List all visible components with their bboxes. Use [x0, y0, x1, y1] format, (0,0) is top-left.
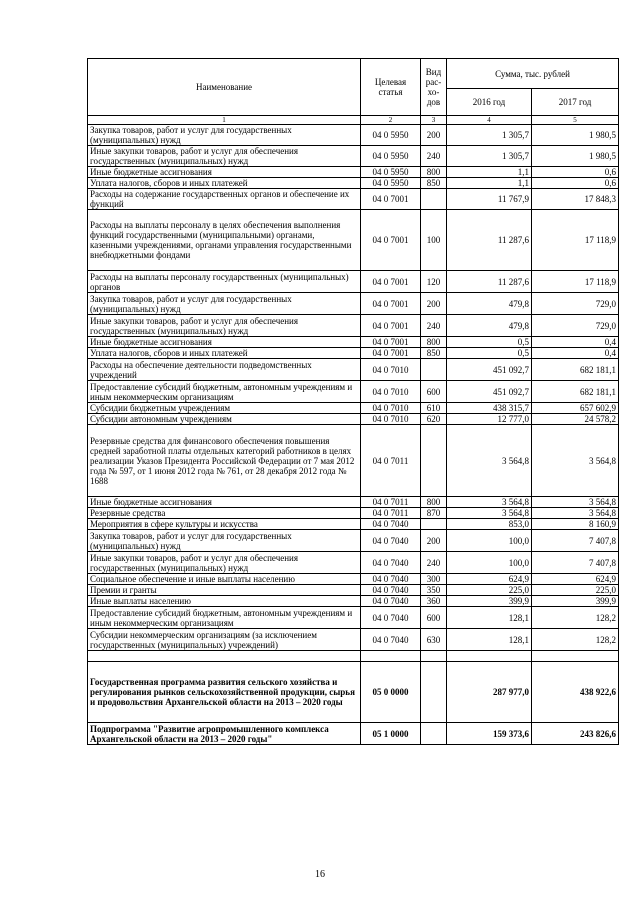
- row-name-cell: Субсидии бюджетным учреждениям: [88, 403, 361, 414]
- table-row: [88, 574, 619, 585]
- row-sum-2017-cell: 682 181,1: [532, 359, 619, 381]
- row-target-article-cell: 04 0 7011: [361, 508, 421, 519]
- page-number: 16: [315, 869, 325, 880]
- row-target-article-cell: 04 0 7010: [361, 359, 421, 381]
- row-sum-2016-cell: 100,0: [447, 552, 532, 574]
- header-year-2016: 2016 год: [447, 89, 532, 116]
- row-sum-2017-cell: 1 980,5: [532, 146, 619, 167]
- table-row: [88, 178, 619, 189]
- row-sum-2016-cell: 479,8: [447, 293, 532, 315]
- row-sum-2017-cell: 17 848,3: [532, 189, 619, 210]
- row-sum-2017-cell: 17 118,9: [532, 210, 619, 271]
- row-sum-2016-cell: 399,9: [447, 596, 532, 607]
- table-row: [88, 271, 619, 293]
- row-sum-2017-cell: 243 826,6: [532, 723, 619, 745]
- row-sum-2016-cell: 479,8: [447, 315, 532, 337]
- row-expense-kind-cell: 350: [421, 585, 447, 596]
- header-expense-kind: Вид рас-хо-дов: [421, 59, 447, 116]
- row-target-article-cell: 04 0 7011: [361, 425, 421, 497]
- row-target-article-cell: 04 0 7040: [361, 574, 421, 585]
- table-row: [88, 552, 619, 574]
- header-year-2017: 2017 год: [532, 89, 619, 116]
- row-expense-kind-cell: 240: [421, 146, 447, 167]
- row-expense-kind-cell: 800: [421, 497, 447, 508]
- row-name-cell: Премии и гранты: [88, 585, 361, 596]
- row-name-cell: Иные бюджетные ассигнования: [88, 167, 361, 178]
- row-sum-2016-cell: 287 977,0: [447, 662, 532, 723]
- row-target-article-cell: 04 0 7010: [361, 381, 421, 403]
- row-expense-kind-cell: 850: [421, 348, 447, 359]
- row-name-cell: Закупка товаров, работ и услуг для государственных (муниципальных) нужд: [88, 530, 361, 552]
- table-body: [88, 125, 619, 745]
- row-sum-2017-cell: 682 181,1: [532, 381, 619, 403]
- row-target-article-cell: 04 0 7011: [361, 497, 421, 508]
- row-expense-kind-cell: 870: [421, 508, 447, 519]
- row-target-article-cell: 04 0 5950: [361, 125, 421, 146]
- row-name-cell: Иные закупки товаров, работ и услуг для обеспечения государственных (муниципальных) нужд: [88, 552, 361, 574]
- row-target-article-cell: 04 0 7001: [361, 189, 421, 210]
- row-expense-kind-cell: 600: [421, 607, 447, 629]
- row-sum-2016-cell: 451 092,7: [447, 359, 532, 381]
- row-expense-kind-cell: [421, 651, 447, 662]
- row-sum-2017-cell: 3 564,8: [532, 497, 619, 508]
- row-expense-kind-cell: 800: [421, 167, 447, 178]
- row-target-article-cell: 04 0 7001: [361, 315, 421, 337]
- row-sum-2017-cell: 7 407,8: [532, 552, 619, 574]
- table-row: [88, 497, 619, 508]
- row-name-cell: Иные бюджетные ассигнования: [88, 337, 361, 348]
- table-row: [88, 596, 619, 607]
- index-cell: 1: [88, 116, 361, 125]
- row-expense-kind-cell: 240: [421, 315, 447, 337]
- table-row: [88, 723, 619, 745]
- row-sum-2017-cell: 17 118,9: [532, 271, 619, 293]
- row-target-article-cell: 04 0 7010: [361, 403, 421, 414]
- header-sum: Сумма, тыс. рублей: [447, 59, 619, 89]
- row-sum-2016-cell: 1 305,7: [447, 146, 532, 167]
- row-expense-kind-cell: 850: [421, 178, 447, 189]
- row-target-article-cell: 04 0 5950: [361, 146, 421, 167]
- header-target-article: Целевая статья: [361, 59, 421, 116]
- row-sum-2017-cell: 128,2: [532, 607, 619, 629]
- row-name-cell: Расходы на выплаты персоналу государственных (муниципальных) органов: [88, 271, 361, 293]
- row-expense-kind-cell: 600: [421, 381, 447, 403]
- header-name: Наименование: [88, 59, 361, 116]
- row-sum-2016-cell: 624,9: [447, 574, 532, 585]
- row-target-article-cell: 04 0 7040: [361, 596, 421, 607]
- row-sum-2016-cell: 12 777,0: [447, 414, 532, 425]
- row-sum-2016-cell: 3 564,8: [447, 497, 532, 508]
- row-target-article-cell: 04 0 7040: [361, 530, 421, 552]
- row-expense-kind-cell: 240: [421, 552, 447, 574]
- index-cell: 3: [421, 116, 447, 125]
- row-name-cell: Резервные средства: [88, 508, 361, 519]
- row-expense-kind-cell: [421, 189, 447, 210]
- row-sum-2017-cell: 0,4: [532, 337, 619, 348]
- table-row: [88, 508, 619, 519]
- row-sum-2016-cell: 128,1: [447, 629, 532, 651]
- index-cell: 5: [532, 116, 619, 125]
- row-expense-kind-cell: 620: [421, 414, 447, 425]
- row-sum-2016-cell: 100,0: [447, 530, 532, 552]
- row-target-article-cell: [361, 651, 421, 662]
- row-target-article-cell: 04 0 7001: [361, 348, 421, 359]
- row-target-article-cell: 04 0 7001: [361, 271, 421, 293]
- row-sum-2017-cell: 438 922,6: [532, 662, 619, 723]
- row-name-cell: Резервные средства для финансового обеспечения повышения средней заработной платы отдельных категорий работников в целях реализации Указов Президента Российской Федерации от 7 мая 2012 года № 597, от 1 июня 2012 года № 761, от 28 декабря 2012 года № 1688: [88, 425, 361, 497]
- row-expense-kind-cell: [421, 359, 447, 381]
- row-name-cell: Расходы на содержание государственных органов и обеспечение их функций: [88, 189, 361, 210]
- row-expense-kind-cell: 100: [421, 210, 447, 271]
- row-name-cell: Расходы на выплаты персоналу в целях обеспечения выполнения функций государственными (муниципальными) органами, казенными учреждениями, органами управления государственными внебюджетными фондами: [88, 210, 361, 271]
- row-name-cell: Уплата налогов, сборов и иных платежей: [88, 348, 361, 359]
- table-row: [88, 662, 619, 723]
- row-name-cell: Иные бюджетные ассигнования: [88, 497, 361, 508]
- row-sum-2016-cell: 853,0: [447, 519, 532, 530]
- table-row: [88, 359, 619, 381]
- row-name-cell: [88, 651, 361, 662]
- row-sum-2016-cell: [447, 651, 532, 662]
- row-sum-2017-cell: 0,4: [532, 348, 619, 359]
- table-row: [88, 315, 619, 337]
- table-row: [88, 607, 619, 629]
- table-row: [88, 585, 619, 596]
- table-row: [88, 348, 619, 359]
- row-expense-kind-cell: 610: [421, 403, 447, 414]
- row-name-cell: Мероприятия в сфере культуры и искусства: [88, 519, 361, 530]
- row-sum-2017-cell: 7 407,8: [532, 530, 619, 552]
- table-row: [88, 146, 619, 167]
- row-sum-2017-cell: 225,0: [532, 585, 619, 596]
- row-sum-2017-cell: 624,9: [532, 574, 619, 585]
- row-sum-2016-cell: 3 564,8: [447, 425, 532, 497]
- table-row: [88, 403, 619, 414]
- row-sum-2016-cell: 225,0: [447, 585, 532, 596]
- row-name-cell: Подпрограмма "Развитие агропромышленного комплекса Архангельской области на 2013 – 2020 годы": [88, 723, 361, 745]
- table-row: [88, 210, 619, 271]
- budget-table-page: [87, 58, 618, 745]
- table-row: [88, 381, 619, 403]
- row-sum-2016-cell: 128,1: [447, 607, 532, 629]
- row-sum-2016-cell: 11 287,6: [447, 210, 532, 271]
- row-sum-2016-cell: 1 305,7: [447, 125, 532, 146]
- index-cell: 2: [361, 116, 421, 125]
- row-name-cell: Закупка товаров, работ и услуг для государственных (муниципальных) нужд: [88, 293, 361, 315]
- row-target-article-cell: 05 0 0000: [361, 662, 421, 723]
- budget-table: [87, 58, 619, 745]
- row-name-cell: Уплата налогов, сборов и иных платежей: [88, 178, 361, 189]
- table-row: [88, 425, 619, 497]
- row-target-article-cell: 04 0 7001: [361, 337, 421, 348]
- row-expense-kind-cell: [421, 519, 447, 530]
- row-name-cell: Предоставление субсидий бюджетным, автономным учреждениям и иным некоммерческим организациям: [88, 381, 361, 403]
- row-sum-2017-cell: 0,6: [532, 178, 619, 189]
- row-sum-2016-cell: 1,1: [447, 178, 532, 189]
- row-name-cell: Государственная программа развития сельского хозяйства и регулирования рынков сельскохозяйственной продукции, сырья и продовольствия Архангельской области на 2013 – 2020 годы: [88, 662, 361, 723]
- row-expense-kind-cell: 630: [421, 629, 447, 651]
- table-row: [88, 125, 619, 146]
- row-target-article-cell: 05 1 0000: [361, 723, 421, 745]
- row-sum-2016-cell: 451 092,7: [447, 381, 532, 403]
- row-name-cell: Субсидии автономным учреждениям: [88, 414, 361, 425]
- row-name-cell: Социальное обеспечение и иные выплаты населению: [88, 574, 361, 585]
- row-sum-2016-cell: 159 373,6: [447, 723, 532, 745]
- row-name-cell: Предоставление субсидий бюджетным, автономным учреждениям и иным некоммерческим организациям: [88, 607, 361, 629]
- row-target-article-cell: 04 0 5950: [361, 167, 421, 178]
- row-name-cell: Иные закупки товаров, работ и услуг для обеспечения государственных (муниципальных) нужд: [88, 315, 361, 337]
- table-row: [88, 651, 619, 662]
- row-expense-kind-cell: 200: [421, 530, 447, 552]
- row-target-article-cell: 04 0 7001: [361, 210, 421, 271]
- table-row: [88, 629, 619, 651]
- row-sum-2016-cell: 438 315,7: [447, 403, 532, 414]
- row-expense-kind-cell: [421, 425, 447, 497]
- row-name-cell: Закупка товаров, работ и услуг для государственных (муниципальных) нужд: [88, 125, 361, 146]
- row-target-article-cell: 04 0 5950: [361, 178, 421, 189]
- row-sum-2017-cell: 729,0: [532, 315, 619, 337]
- row-sum-2016-cell: 0,5: [447, 337, 532, 348]
- table-row: [88, 293, 619, 315]
- row-target-article-cell: 04 0 7001: [361, 293, 421, 315]
- table-row: [88, 530, 619, 552]
- row-expense-kind-cell: 120: [421, 271, 447, 293]
- row-sum-2017-cell: 729,0: [532, 293, 619, 315]
- table-row: [88, 337, 619, 348]
- row-sum-2017-cell: 24 578,2: [532, 414, 619, 425]
- table-row: [88, 519, 619, 530]
- row-expense-kind-cell: 360: [421, 596, 447, 607]
- row-target-article-cell: 04 0 7040: [361, 519, 421, 530]
- row-name-cell: Иные выплаты населению: [88, 596, 361, 607]
- table-row: [88, 189, 619, 210]
- row-sum-2017-cell: [532, 651, 619, 662]
- row-expense-kind-cell: 300: [421, 574, 447, 585]
- row-name-cell: Расходы на обеспечение деятельности подведомственных учреждений: [88, 359, 361, 381]
- index-cell: 4: [447, 116, 532, 125]
- row-sum-2017-cell: 3 564,8: [532, 508, 619, 519]
- row-sum-2016-cell: 0,5: [447, 348, 532, 359]
- row-sum-2017-cell: 8 160,9: [532, 519, 619, 530]
- row-sum-2017-cell: 3 564,8: [532, 425, 619, 497]
- row-expense-kind-cell: 200: [421, 293, 447, 315]
- table-row: [88, 414, 619, 425]
- row-expense-kind-cell: [421, 662, 447, 723]
- row-sum-2017-cell: 1 980,5: [532, 125, 619, 146]
- row-name-cell: Иные закупки товаров, работ и услуг для обеспечения государственных (муниципальных) нужд: [88, 146, 361, 167]
- row-expense-kind-cell: [421, 723, 447, 745]
- row-expense-kind-cell: 800: [421, 337, 447, 348]
- row-sum-2016-cell: 1,1: [447, 167, 532, 178]
- row-sum-2016-cell: 3 564,8: [447, 508, 532, 519]
- row-target-article-cell: 04 0 7010: [361, 414, 421, 425]
- row-sum-2016-cell: 11 767,9: [447, 189, 532, 210]
- row-target-article-cell: 04 0 7040: [361, 552, 421, 574]
- row-sum-2017-cell: 657 602,9: [532, 403, 619, 414]
- row-sum-2017-cell: 399,9: [532, 596, 619, 607]
- row-name-cell: Субсидии некоммерческим организациям (за исключением государственных (муниципальных) учреждений): [88, 629, 361, 651]
- row-target-article-cell: 04 0 7040: [361, 629, 421, 651]
- row-target-article-cell: 04 0 7040: [361, 607, 421, 629]
- row-sum-2017-cell: 128,2: [532, 629, 619, 651]
- row-sum-2017-cell: 0,6: [532, 167, 619, 178]
- row-target-article-cell: 04 0 7040: [361, 585, 421, 596]
- table-row: [88, 167, 619, 178]
- row-expense-kind-cell: 200: [421, 125, 447, 146]
- row-sum-2016-cell: 11 287,6: [447, 271, 532, 293]
